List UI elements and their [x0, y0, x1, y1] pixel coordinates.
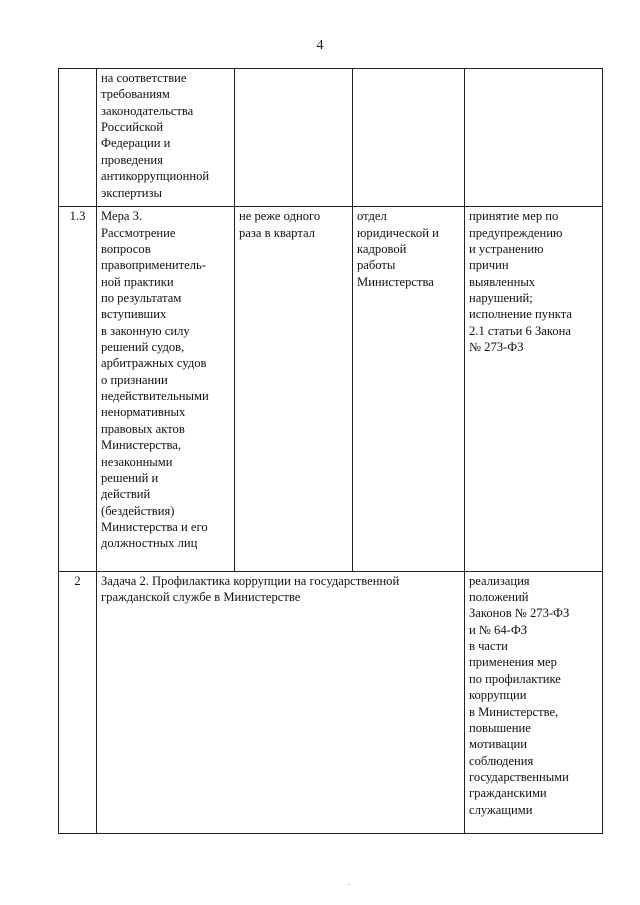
table-row	[59, 69, 603, 207]
row-number-cell	[59, 69, 97, 207]
result-cell: реализация положений Законов № 273-ФЗ и № 64-ФЗ в части применения мер по профилактике коррупции в Министерстве, повышение мотивации соблюдения государственными гражданскими служащими	[465, 571, 603, 833]
row-number-cell: 2	[59, 571, 97, 833]
table-row	[59, 571, 603, 833]
table-row	[59, 207, 603, 571]
page-number: 4	[316, 38, 324, 53]
responsible-cell: отдел юридической и кадровой работы Министерства	[353, 207, 465, 571]
measure-cell: на соответствие требованиям законодательства Российской Федерации и проведения антикоррупционной экспертизы	[97, 69, 235, 207]
task-cell: Задача 2. Профилактика коррупции на государственной гражданской службе в Министерстве	[97, 571, 465, 833]
measure-cell: Мера 3. Рассмотрение вопросов правоприменитель- ной практики по результатам вступивших в законную силу решений судов, арбитражных судов о признании недействительными ненормативных правовых актов Министерства, незаконными решений и действий (бездействия) Министерства и его должностных лиц	[97, 207, 235, 571]
row-number-cell: 1.3	[59, 207, 97, 571]
term-cell	[235, 69, 353, 207]
measures-table	[58, 68, 603, 834]
result-cell: принятие мер по предупреждению и устранению причин выявленных нарушений; исполнение пункта 2.1 статьи 6 Закона № 273-ФЗ	[465, 207, 603, 571]
result-cell	[465, 69, 603, 207]
responsible-cell	[353, 69, 465, 207]
term-cell: не реже одного раза в квартал	[235, 207, 353, 571]
footer-mark: .	[348, 878, 350, 887]
